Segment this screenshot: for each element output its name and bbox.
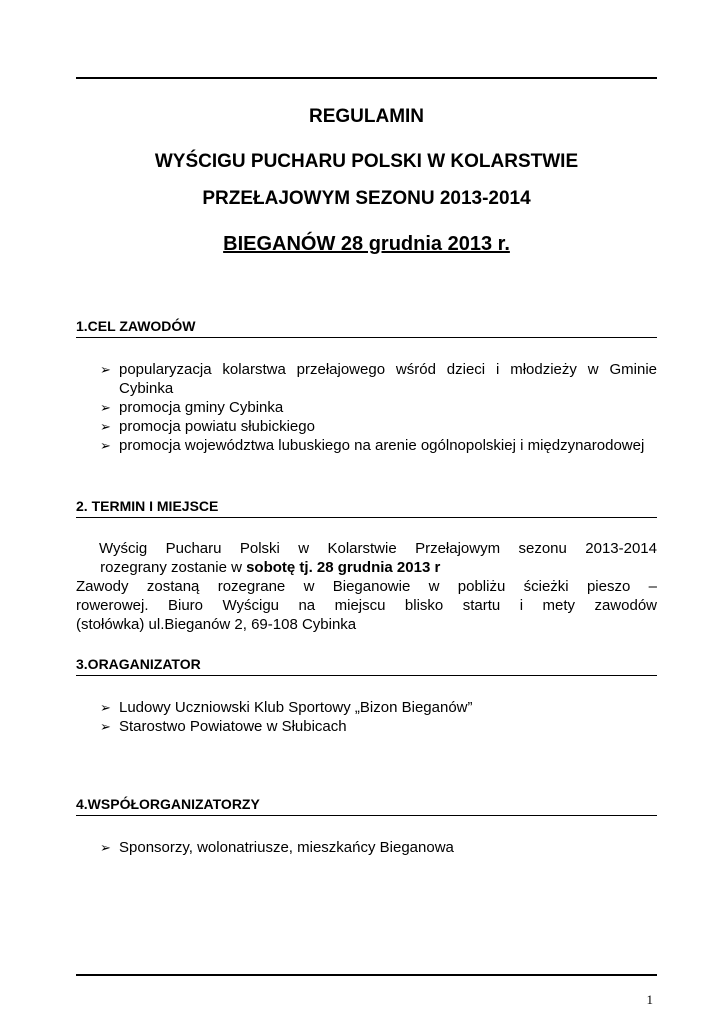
paragraph-line: Zawody zostaną rozegrane w Bieganowie w pobliżu ścieżki pieszo – — [76, 578, 657, 595]
section-heading-termin-i-miejsce: 2. TERMIN I MIEJSCE — [76, 498, 657, 518]
event-date-heading: BIEGANÓW 28 grudnia 2013 r. — [223, 233, 510, 255]
list-item-text: promocja gminy Cybinka — [119, 399, 284, 416]
list-item — [100, 838, 657, 857]
arrow-bullet-icon: ➢ — [100, 362, 111, 377]
section-heading-organizator: 3.ORAGANIZATOR — [76, 656, 657, 676]
paragraph-line: rowerowej. Biuro Wyścigu na miejscu blisko startu i mety zawodów — [76, 597, 657, 614]
document-subtitle-line1: WYŚCIGU PUCHARU POLSKI W KOLARSTWIE — [154, 151, 579, 172]
page-number: 1 — [646, 992, 653, 1007]
list-item-text: Ludowy Uczniowski Klub Sportowy „Bizon Bieganów” — [119, 699, 473, 716]
document-title: REGULAMIN — [308, 106, 425, 127]
list-item — [100, 436, 657, 455]
list-item-text: popularyzacja kolarstwa przełajowego wśród dzieci i młodzieży w Gminie Cybinka — [119, 361, 657, 397]
venue-paragraph — [76, 577, 657, 634]
list-item — [100, 360, 657, 398]
paragraph-line — [96, 558, 657, 577]
list-item — [100, 717, 657, 736]
organizers-list — [100, 698, 657, 736]
header-rule — [76, 77, 657, 79]
co-organizers-list — [100, 838, 657, 857]
list-item-text: promocja województwa lubuskiego na arenie ogólnopolskiej i międzynarodowej — [119, 437, 645, 454]
list-item — [100, 698, 657, 717]
paragraph-line: (stołówka) ul.Bieganów 2, 69-108 Cybinka — [76, 616, 357, 633]
arrow-bullet-icon: ➢ — [100, 419, 111, 434]
arrow-bullet-icon: ➢ — [100, 438, 111, 453]
document-subtitle-line2: PRZEŁAJOWYM SEZONU 2013-2014 — [202, 188, 531, 209]
footer-rule — [76, 974, 657, 976]
arrow-bullet-icon: ➢ — [100, 719, 111, 734]
list-item-text: Sponsorzy, wolonatriusze, mieszkańcy Bieganowa — [119, 839, 454, 856]
race-date-bold: sobotę tj. 28 grudnia 2013 r — [246, 559, 441, 576]
arrow-bullet-icon: ➢ — [100, 700, 111, 715]
goals-list — [100, 360, 657, 455]
list-item — [100, 417, 657, 436]
paragraph-line: Wyścig Pucharu Polski w Kolarstwie Przełajowym sezonu 2013-2014 — [99, 540, 657, 557]
section-heading-wspolorganizatorzy: 4.WSPÓŁORGANIZATORZY — [76, 796, 657, 816]
paragraph-text: rozegrany zostanie w — [96, 559, 247, 576]
section-heading-cel-zawodow: 1.CEL ZAWODÓW — [76, 318, 657, 338]
date-and-place-paragraph — [76, 539, 657, 577]
arrow-bullet-icon: ➢ — [100, 840, 111, 855]
list-item — [100, 398, 657, 417]
arrow-bullet-icon: ➢ — [100, 400, 111, 415]
list-item-text: promocja powiatu słubickiego — [119, 418, 315, 435]
list-item-text: Starostwo Powiatowe w Słubicach — [119, 718, 347, 735]
